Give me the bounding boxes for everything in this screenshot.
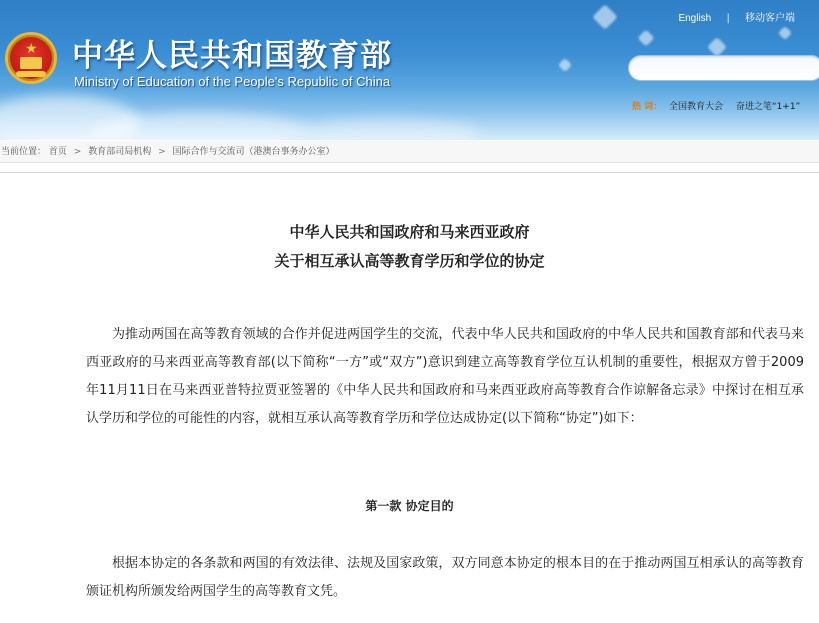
header-sparkle bbox=[778, 26, 792, 40]
site-header bbox=[0, 0, 819, 140]
mobile-client-link[interactable]: 移动客户端 bbox=[745, 13, 795, 24]
document-title-line2: 关于相互承认高等教育学历和学位的协定 bbox=[274, 252, 545, 270]
document-title-line1: 中华人民共和国政府和马来西亚政府 bbox=[289, 223, 530, 241]
breadcrumb-item-international[interactable]: 国际合作与交流司（港澳台事务办公室） bbox=[172, 147, 335, 157]
hot-words bbox=[632, 99, 810, 112]
site-subtitle: Ministry of Education of the People's Republic of China bbox=[74, 74, 391, 89]
header-sparkle bbox=[707, 37, 727, 57]
site-title[interactable]: 中华人民共和国教育部 bbox=[72, 38, 392, 74]
header-cloud bbox=[300, 118, 480, 140]
article-paragraph: 根据本协定的各条款和两国的有效法律、法规及国家政策，双方同意本协定的根本目的在于推动两国互相承认的高等教育颁证机构所颁发给两国学生的高等教育文凭。 bbox=[86, 556, 804, 599]
link-separator: | bbox=[726, 13, 730, 24]
english-link[interactable]: English bbox=[678, 13, 712, 24]
intro-paragraph: 为推动两国在高等教育领域的合作并促进两国学生的交流，代表中华人民共和国政府的中华人民共和国教育部和代表马来西亚政府的马来西亚高等教育部(以下简称“一方”或“双方”)意识到建立高等教育学位互认机制的重要性，根据双方曾于2009年11月11日在马来西亚普特拉贾亚签署的《中华人民共和国政府和马来西亚政府高等教育合作谅解备忘录》中探讨在相互承认学历和学位的可能性的内容，就相互承认高等教育学历和学位达成协定(以下简称“协定”)如下： bbox=[86, 327, 804, 426]
national-emblem-icon[interactable]: ★ bbox=[5, 32, 57, 84]
search-input[interactable] bbox=[628, 55, 819, 81]
hot-word-link[interactable]: 全国教育大会 bbox=[669, 102, 724, 112]
breadcrumb-item-home[interactable]: 首页 bbox=[48, 147, 67, 157]
breadcrumb-label: 当前位置： bbox=[1, 147, 47, 157]
header-sparkle bbox=[592, 4, 617, 29]
hot-word-link[interactable]: 奋进之笔“1+1” bbox=[735, 102, 801, 112]
top-links bbox=[678, 9, 795, 24]
article-content bbox=[0, 172, 819, 623]
breadcrumb bbox=[0, 141, 819, 163]
header-sparkle bbox=[558, 58, 572, 72]
breadcrumb-item-departments[interactable]: 教育部司局机构 bbox=[88, 147, 152, 157]
chevron-right-icon: > bbox=[73, 147, 82, 157]
chevron-right-icon: > bbox=[158, 147, 166, 157]
hot-words-label: 热 词： bbox=[632, 102, 663, 112]
header-sparkle bbox=[638, 30, 655, 47]
article-heading: 第一款 协定目的 bbox=[365, 499, 454, 513]
